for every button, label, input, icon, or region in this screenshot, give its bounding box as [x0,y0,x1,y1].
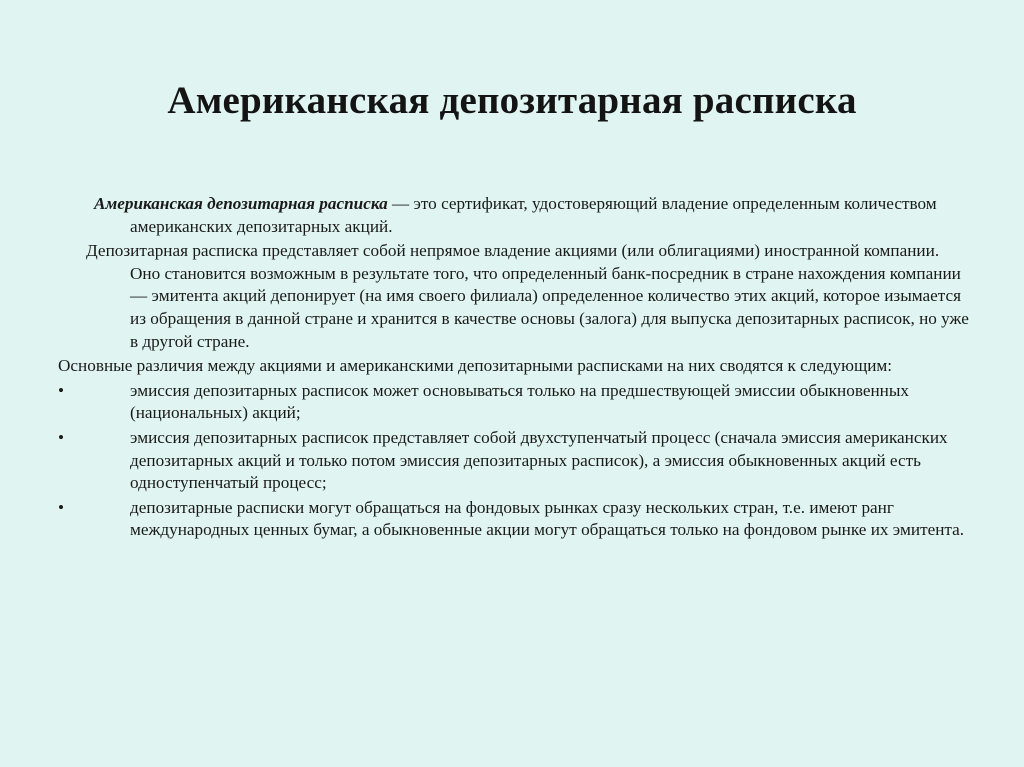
bullet-icon: • [58,497,65,517]
bullet-icon: • [58,427,65,447]
list-item [58,497,970,542]
slide-title: Американская депозитарная расписка [167,79,857,122]
definition-paragraph [58,193,970,238]
list-item-text: эмиссия депозитарных расписок представляет собой двухступенчатый процесс (сначала эмиссия американских депозитарных акций и только потом эмиссия депозитарных расписок), а эмиссия обыкновенных акций есть одноступенчатый процесс; [130,427,948,493]
definition-text: — это сертификат, удостоверяющий владение определенным количеством американских депозитарных акций. [130,194,937,236]
differences-intro-paragraph: Основные различия между акциями и американскими депозитарными расписками на них сводятся к следующим: [58,356,893,376]
explanation-paragraph: Депозитарная расписка представляет собой непрямое владение акциями (или облигациями) иностранной компании. Оно становится возможным в результате того, что определенный банк-посредник в стране нахождения компании — эмитента акций депонирует (на имя своего филиала) определенное количество этих акций, которое изымается из обращения в данной стране и хранится в качестве основы (залога) для выпуска депозитарных расписок, но уже в другой стране. [86,241,969,351]
differences-list [58,380,970,542]
list-item [58,427,970,495]
list-item-text: эмиссия депозитарных расписок может основываться только на предшествующей эмиссии обыкновенных (национальных) акций; [130,380,909,423]
bullet-icon: • [58,380,65,400]
definition-term: Американская депозитарная расписка [94,194,388,213]
list-item-text: депозитарные расписки могут обращаться на фондовых рынках сразу нескольких стран, т.е. имеют ранг международных ценных бумаг, а обыкновенные акции могут обращаться только на фондовом рынке их эмитента. [130,497,965,540]
list-item [58,380,970,425]
slide-body [58,193,970,542]
